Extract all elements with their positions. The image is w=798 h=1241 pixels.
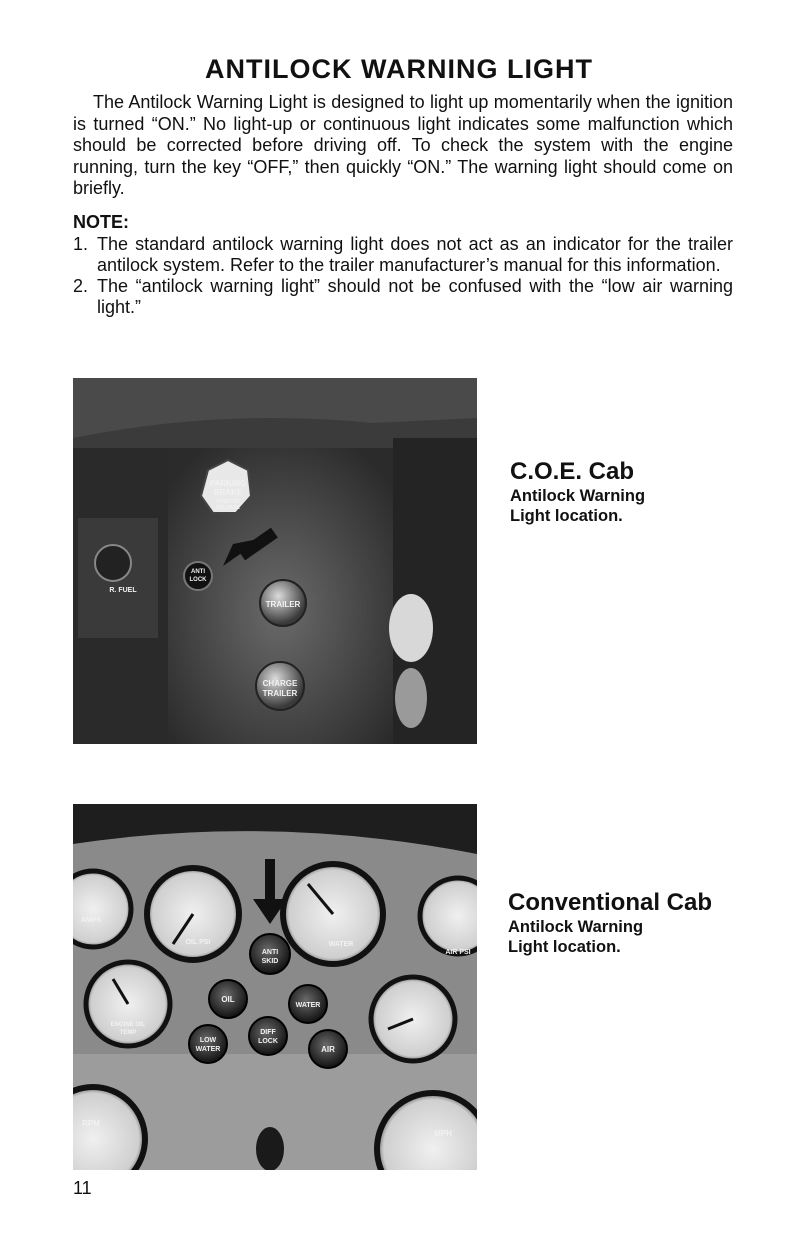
note-item-number: 1. — [73, 234, 89, 254]
diff-lock-label-2: LOCK — [258, 1038, 278, 1045]
oil-lamp-label: OIL — [221, 995, 235, 1004]
engine-oil-label: ENGINE OIL — [110, 1022, 146, 1028]
oil-psi-label: OIL PSI — [185, 939, 211, 946]
caption-title: C.O.E. Cab — [510, 458, 635, 485]
anti-skid-label-2: SKID — [261, 958, 279, 965]
note-item-text: The standard antilock warning light does not act as an indicator for the trailer antilock system. Refer to the trailer manufacturer’s manual for this information. — [97, 234, 733, 275]
note-item — [73, 234, 733, 276]
note-item-text: The “antilock warning light” should not be confused with the “low air warning light.” — [97, 276, 733, 317]
caption-line: Antilock Warning — [510, 487, 646, 505]
mph-label: MPH — [434, 1129, 452, 1138]
conventional-cab-illustration — [73, 804, 477, 1170]
caption-line: Light location. — [508, 938, 621, 956]
conventional-cab-caption — [508, 889, 712, 957]
charge-trailer-label: TRAILER — [262, 689, 298, 698]
coe-cab-caption — [510, 458, 645, 526]
water-gauge-label: WATER — [328, 941, 354, 948]
low-water-label-2: WATER — [195, 1046, 221, 1053]
fuel-label: R. FUEL — [109, 587, 137, 594]
trailer-label: TRAILER — [265, 600, 301, 609]
page-title: ANTILOCK WARNING LIGHT — [205, 54, 593, 84]
release-label: RELEASE — [216, 505, 240, 511]
air-lamp-label: AIR — [321, 1045, 335, 1054]
air-psi-label: AIR PSI — [445, 949, 471, 956]
parking-brake-label: PARKING — [209, 479, 247, 488]
note-item — [73, 276, 733, 318]
conventional-cab-photo — [73, 804, 477, 1170]
note-list — [73, 234, 733, 318]
low-water-label: LOW — [199, 1037, 217, 1044]
caption-title: Conventional Cab — [508, 889, 713, 916]
note-item-number: 2. — [73, 276, 89, 296]
caption-line: Light location. — [510, 507, 623, 525]
diff-lock-label: DIFF — [260, 1029, 276, 1036]
parking-brake-label-2: BRAKE — [213, 488, 243, 497]
page-number: 11 — [73, 1178, 92, 1198]
temp-label: TEMP — [119, 1030, 137, 1036]
charge-label: CHARGE — [262, 679, 298, 688]
coe-cab-illustration — [73, 378, 477, 744]
antilock-label: ANTI — [191, 569, 205, 575]
anti-skid-label: ANTI — [261, 949, 279, 956]
amps-label: AMPS — [80, 917, 102, 924]
rpm-label: RPM — [82, 1119, 100, 1128]
push-label: PUSH TO — [216, 499, 240, 505]
intro-paragraph: The Antilock Warning Light is designed to light up momentarily when the ignition is turned “ON.” No light-up or continuous light indicates some malfunction which should be corrected before driving off. To check the system with the engine running, turn the key “OFF,” then quickly “ON.” The warning light should come on briefly. — [73, 92, 733, 198]
antilock-label-2: LOCK — [189, 577, 207, 583]
water-lamp-label: WATER — [295, 1002, 321, 1009]
caption-line: Antilock Warning — [508, 918, 644, 936]
note-heading: NOTE: — [73, 212, 129, 232]
coe-cab-photo — [73, 378, 477, 744]
